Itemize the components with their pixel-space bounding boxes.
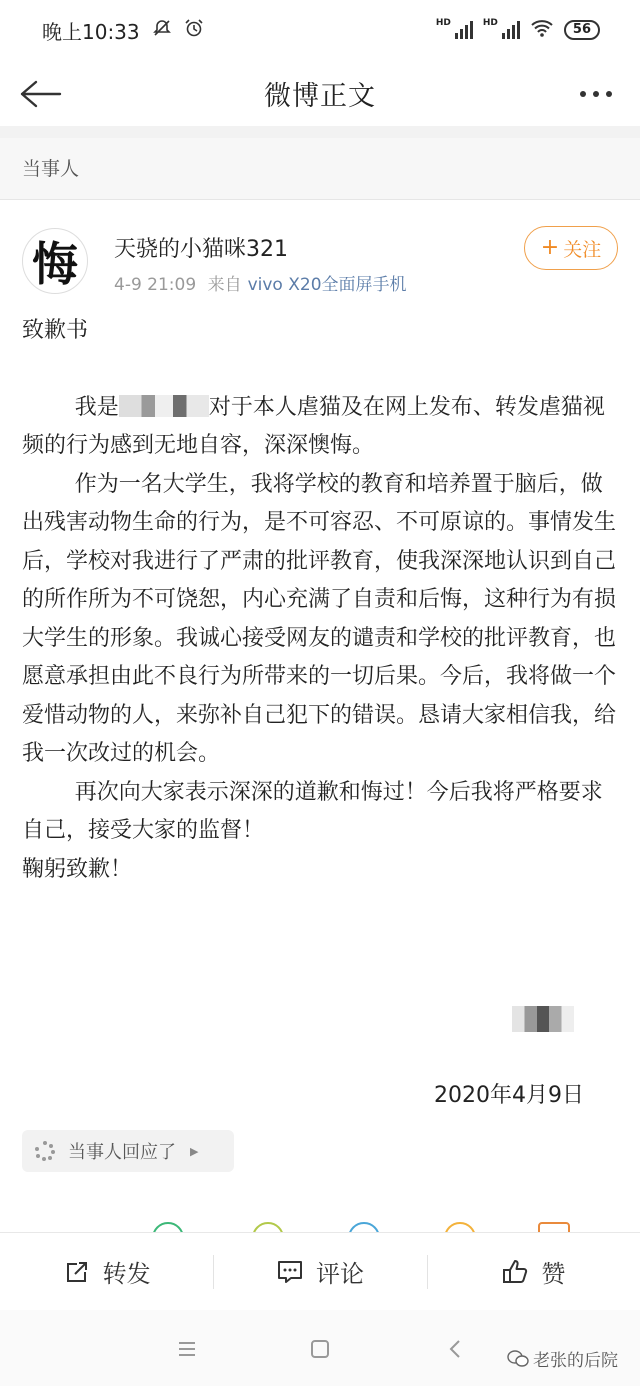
mute-icon <box>152 18 172 43</box>
divider-strip <box>0 126 640 138</box>
menu-button[interactable] <box>172 1334 202 1364</box>
para1-start: 我是 <box>74 394 119 420</box>
home-button[interactable] <box>305 1334 335 1364</box>
like-button[interactable] <box>427 1233 640 1310</box>
watermark <box>507 1346 618 1371</box>
from-label: 来自 <box>207 275 242 295</box>
battery-indicator: 56 <box>564 20 600 40</box>
wechat-icon <box>507 1350 529 1368</box>
redacted-name <box>119 395 209 417</box>
alarm-icon <box>184 18 204 43</box>
emoji-icon <box>444 1222 476 1232</box>
loading-spinner-icon <box>34 1140 56 1162</box>
back-arrow-icon <box>18 78 62 110</box>
status-bar <box>0 0 640 60</box>
plus-icon: + <box>540 235 560 260</box>
network-label-1: HD <box>435 18 451 28</box>
menu-icon <box>176 1340 198 1358</box>
para1-end: 对于本人虐猫及在网上发布、转发虐猫视频的行为感到无地自容，深深懊悔。 <box>22 394 605 458</box>
repost-icon <box>63 1258 91 1286</box>
post-body <box>22 312 622 889</box>
repost-label: 转发 <box>102 1260 151 1288</box>
watermark-text: 老张的后院 <box>533 1351 618 1371</box>
action-bar <box>0 1232 640 1310</box>
username[interactable]: 天骁的小猫咪321 <box>114 237 288 262</box>
status-right <box>436 18 600 42</box>
status-left <box>42 16 204 45</box>
system-back-button[interactable] <box>440 1334 470 1364</box>
letter-date: 2020年4月9日 <box>434 1083 584 1108</box>
wifi-icon <box>530 18 554 42</box>
paragraph-2: 作为一名大学生，我将学校的教育和培养置于脑后，做出残害动物生命的行为，是不可容忍、不可原谅的。事情发生后，学校对我进行了严肃的批评教育，使我深深地认识到自己的所作所为不可饶恕，内心充满了自责和后悔，这种行为有损大学生的形象。我诚心接受网友的谴责和学校的批评教育，也愿意承担由此不良行为所带来的一切后果。今后，我将做一个爱惜动物的人，来弥补自己犯下的错误。恳请大家相信我，给我一次改过的机会。 <box>22 471 617 766</box>
status-time: 晚上10:33 <box>42 19 140 44</box>
redacted-signature <box>512 1006 574 1032</box>
emoji-icon <box>152 1222 184 1232</box>
more-dot-icon <box>606 91 612 97</box>
more-dot-icon <box>580 91 586 97</box>
like-label: 赞 <box>541 1260 566 1288</box>
nav-bar <box>0 60 640 126</box>
thumbs-up-icon <box>501 1258 529 1286</box>
network-label-2: HD <box>482 18 498 28</box>
repost-button[interactable] <box>0 1233 213 1310</box>
more-button[interactable] <box>568 70 624 118</box>
follow-button[interactable] <box>524 226 618 270</box>
comment-button[interactable] <box>213 1233 426 1310</box>
signal-icon-2 <box>502 21 520 39</box>
home-square-icon <box>310 1339 330 1359</box>
emoji-icon <box>252 1222 284 1232</box>
emoji-row-partial <box>0 1218 640 1232</box>
emoji-icon <box>538 1222 570 1232</box>
avatar[interactable]: 悔 <box>22 228 88 294</box>
comment-label: 评论 <box>315 1260 364 1288</box>
more-dot-icon <box>593 91 599 97</box>
back-button[interactable] <box>16 70 64 118</box>
chevron-right-icon: ▶ <box>190 1144 199 1158</box>
response-label: 当事人回应了 <box>68 1142 176 1163</box>
closing-line: 鞠躬致歉！ <box>22 856 133 882</box>
page-title: 微博正文 <box>264 80 376 112</box>
comment-icon <box>276 1258 304 1286</box>
post-meta <box>114 270 407 295</box>
post-source[interactable]: vivo X20全面屏手机 <box>247 275 407 295</box>
post-header <box>0 210 640 300</box>
paragraph-3: 再次向大家表示深深的道歉和悔过！今后我将严格要求自己，接受大家的监督！ <box>22 779 603 843</box>
emoji-icon <box>348 1222 380 1232</box>
paragraph-1 <box>22 389 622 466</box>
section-label: 当事人 <box>0 138 640 200</box>
follow-label: 关注 <box>563 238 602 261</box>
signal-icon <box>455 21 473 39</box>
chevron-left-icon <box>447 1339 463 1359</box>
post-time: 4-9 21:09 <box>114 275 197 295</box>
post-title: 致歉书 <box>22 318 89 343</box>
response-chip[interactable] <box>22 1130 234 1172</box>
